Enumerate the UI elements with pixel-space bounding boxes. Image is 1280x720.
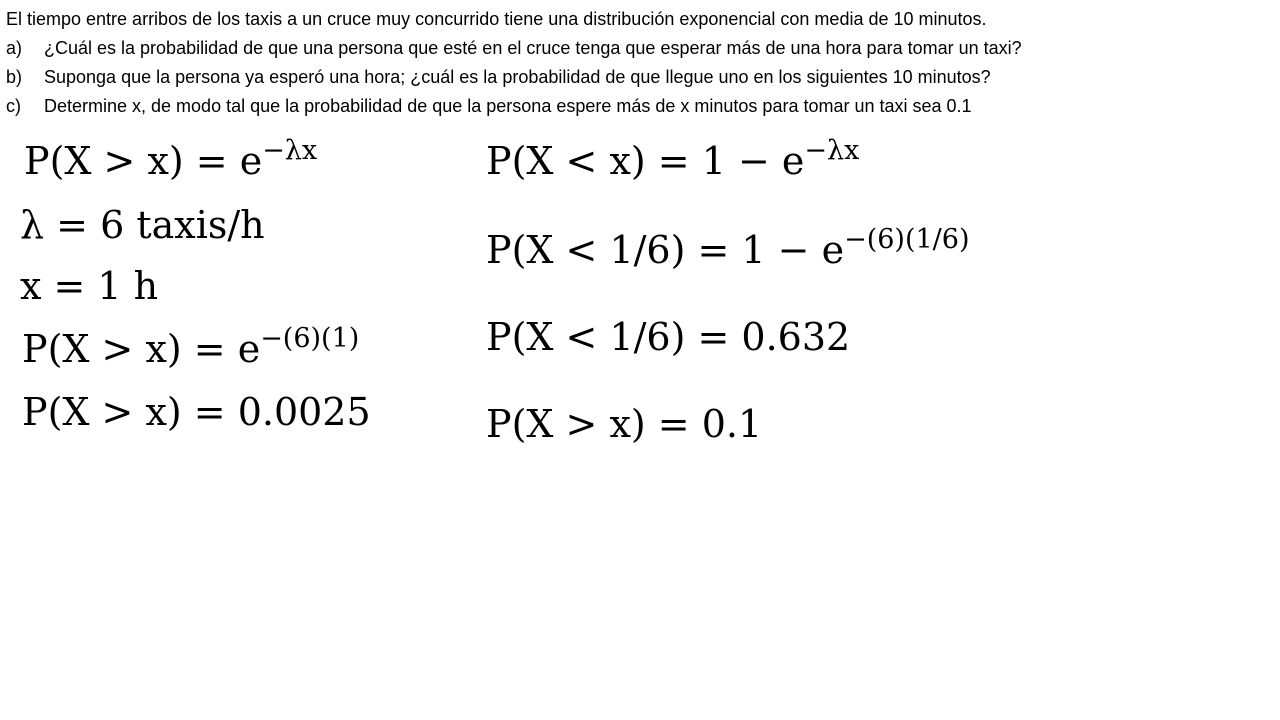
equation-exponent: −(6)(1) <box>260 323 360 354</box>
equation-target-probability: P(X > x) = 0.1 <box>486 402 763 446</box>
question-b <box>6 63 1271 92</box>
question-marker: c) <box>6 96 21 116</box>
question-c <box>6 92 1271 121</box>
problem-intro: El tiempo entre arribos de los taxis a un cruce muy concurrido tiene una distribución exponencial con media de 10 minutos. <box>6 9 987 29</box>
question-text: Suponga que la persona ya esperó una hora; ¿cuál es la probabilidad de que llegue uno en los siguientes 10 minutos? <box>44 67 991 87</box>
equation-base: P(X > x) = e <box>22 327 261 371</box>
question-marker: a) <box>6 38 23 58</box>
equation-exponent: −λx <box>804 135 860 166</box>
equation-lambda: λ = 6 taxis/h <box>20 203 265 247</box>
question-a <box>6 34 1271 63</box>
problem-statement <box>6 5 1271 121</box>
equation-survival-formula <box>24 137 317 185</box>
question-text: Determine x, de modo tal que la probabilidad de que la persona espere más de x minutos para tomar un taxi sea 0.1 <box>44 96 972 116</box>
equation-cdf-substituted <box>486 226 969 274</box>
equation-x-value: x = 1 h <box>20 264 159 308</box>
question-marker: b) <box>6 67 23 87</box>
question-text: ¿Cuál es la probabilidad de que una persona que esté en el cruce tenga que esperar más de una hora para tomar un taxi? <box>44 38 1022 58</box>
equation-exponent: −(6)(1/6) <box>844 224 970 255</box>
equation-base: P(X < 1/6) = 1 − e <box>486 228 845 272</box>
equation-base: P(X > x) = e <box>24 139 263 183</box>
equation-base: P(X < x) = 1 − e <box>486 139 805 183</box>
equation-cdf-result: P(X < 1/6) = 0.632 <box>486 315 851 359</box>
equation-cdf-formula <box>486 137 859 185</box>
equation-survival-substituted <box>22 325 359 373</box>
equation-exponent: −λx <box>262 135 318 166</box>
equation-survival-result: P(X > x) = 0.0025 <box>22 390 371 434</box>
